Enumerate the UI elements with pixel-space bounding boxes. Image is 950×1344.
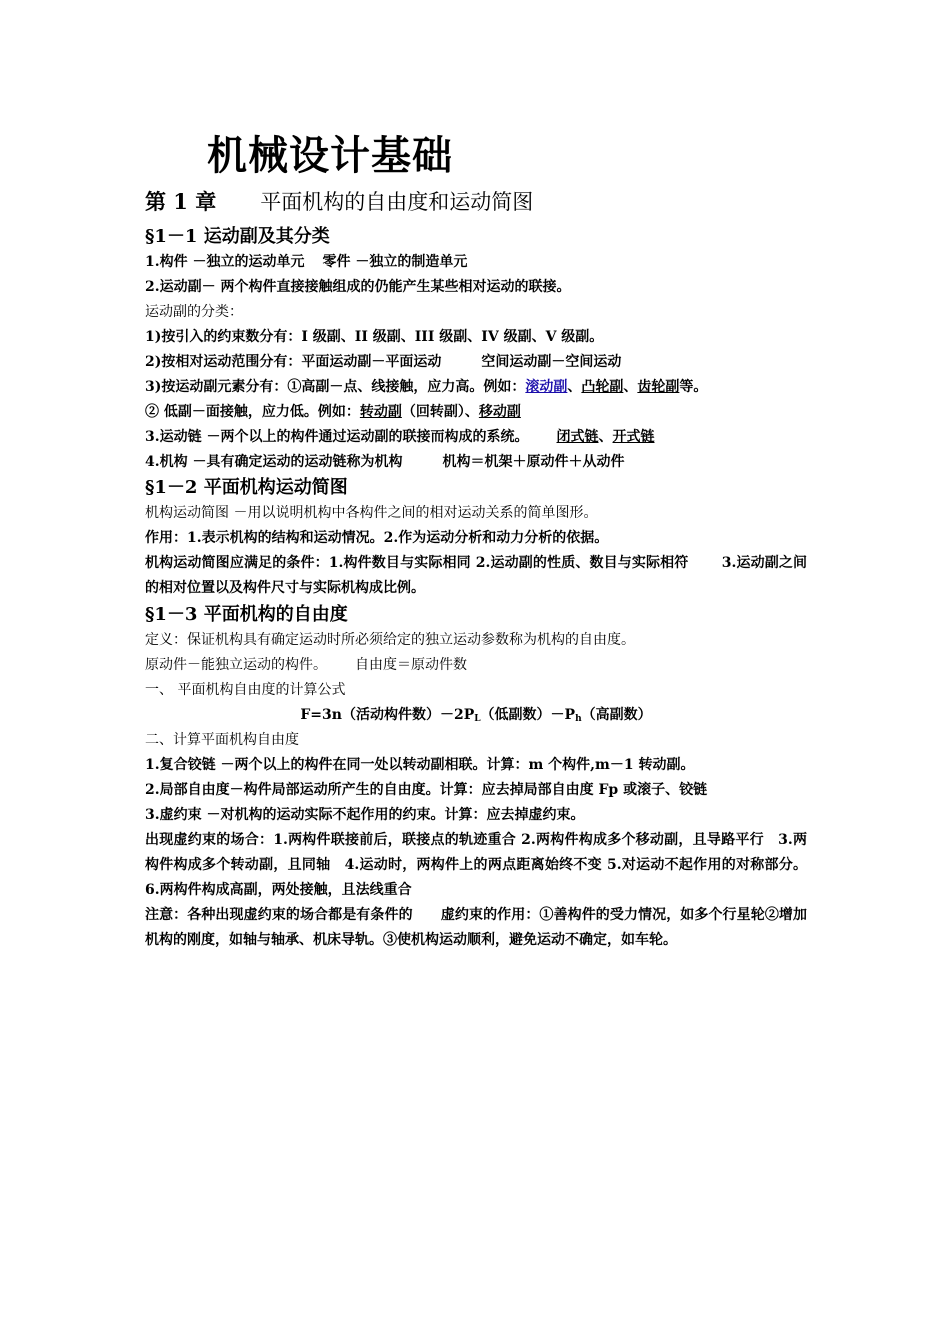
formula-part: （低副数）－P <box>480 707 576 723</box>
text-span: 、 <box>623 379 638 395</box>
text-line: 定义：保证机构具有确定运动时所必须给定的独立运动参数称为机构的自由度。 <box>145 632 635 648</box>
text-line <box>145 375 807 400</box>
text-span: 机构＝机架＋原动件＋从动件 <box>442 454 625 470</box>
chapter-number: 第 1 章 <box>145 189 217 214</box>
text-paragraph: 出现虚约束的场合：1.两构件联接前后，联接点的轨迹重合 2.两构件构成多个移动副，且导路平行 3.两构件构成多个转动副，且同轴 4.运动时，两构件上的两点距离始终不变 5.对运动不起作用的对称部分。6.两构件构成高副，两处接触，且法线重合 <box>145 832 807 898</box>
text-span: 2)按相对运动范围分有：平面运动副－平面运动 <box>145 354 442 370</box>
text-line: 1)按引入的约束数分有：I 级副、II 级副、III 级副、IV 级副、V 级副。 <box>145 329 604 345</box>
document-title: 机械设计基础 <box>207 132 453 179</box>
text-line <box>145 250 807 275</box>
text-line <box>145 425 807 450</box>
section-heading-1-3: §1－3 平面机构的自由度 <box>145 604 348 625</box>
text-span: 、 <box>567 379 582 395</box>
text-span: 3.运动链 －两个以上的构件通过运动副的联接而构成的系统。 <box>145 429 529 445</box>
dof-formula <box>145 703 807 728</box>
text-line: 机构运动简图 －用以说明机构中各构件之间的相对运动关系的简单图形。 <box>145 505 598 521</box>
text-span: 等。 <box>679 379 708 395</box>
text-paragraph: 机构运动简图应满足的条件：1.构件数目与实际相同 2.运动副的性质、数目与实际相符 3.运动副之间的相对位置以及构件尺寸与实际机构成比例。 <box>145 555 807 596</box>
text-line <box>145 400 807 425</box>
text-line: 2.运动副－ 两个构件直接接触组成的仍能产生某些相对运动的联接。 <box>145 279 571 295</box>
underlined-term: 凸轮副 <box>581 379 624 395</box>
text-line: 一、 平面机构自由度的计算公式 <box>145 682 346 698</box>
chapter-title: 平面机构的自由度和运动简图 <box>260 190 534 214</box>
document-body <box>145 184 807 953</box>
section-heading-1-1: §1－1 运动副及其分类 <box>145 226 330 247</box>
text-line: 运动副的分类： <box>145 304 243 320</box>
text-span: ② 低副－面接触，应力低。例如： <box>145 404 360 420</box>
text-line <box>145 450 807 475</box>
chapter-heading <box>145 184 807 220</box>
underlined-term: 开式链 <box>612 429 655 445</box>
underlined-term: 移动副 <box>478 404 521 420</box>
section-heading-1-2: §1－2 平面机构运动简图 <box>145 477 348 498</box>
text-span: 3)按运动副元素分有：①高副－点、线接触，应力高。例如： <box>145 379 526 395</box>
text-span: 自由度＝原动件数 <box>355 657 467 673</box>
underlined-term: 闭式链 <box>556 429 599 445</box>
formula-part: F=3n（活动构件数）－2P <box>300 707 475 723</box>
formula-subscript: L <box>474 714 481 724</box>
text-line <box>145 350 807 375</box>
text-span: 、 <box>598 429 613 445</box>
text-span: 零件 －独立的制造单元 <box>322 254 468 270</box>
text-line: 二、计算平面机构自由度 <box>145 732 299 748</box>
text-line: 2.局部自由度－构件局部运动所产生的自由度。计算：应去掉局部自由度 Fp 或滚子、铰链 <box>145 782 708 798</box>
text-line: 3.虚约束 －对机构的运动实际不起作用的约束。计算：应去掉虚约束。 <box>145 807 585 823</box>
text-line: 1.复合铰链 －两个以上的构件在同一处以转动副相联。计算：m 个构件,m－1 转动副。 <box>145 757 695 773</box>
formula-part: （高副数） <box>581 707 652 723</box>
text-span: （回转副）、 <box>401 404 479 420</box>
link-rolling-pair[interactable]: 滚动副 <box>525 379 568 395</box>
text-span: 空间运动副－空间运动 <box>481 354 622 370</box>
formula-subscript: h <box>575 714 582 724</box>
text-span: 1.构件 －独立的运动单元 <box>145 254 305 270</box>
text-line: 作用：1.表示机构的结构和运动情况。2.作为运动分析和动力分析的依据。 <box>145 530 609 546</box>
underlined-term: 齿轮副 <box>637 379 680 395</box>
text-span: 原动件－能独立运动的构件。 <box>145 657 327 673</box>
text-paragraph: 注意：各种出现虚约束的场合都是有条件的 虚约束的作用：①善构件的受力情况，如多个行星轮②增加机构的刚度，如轴与轴承、机床导轨。③使机构运动顺利，避免运动不确定，如车轮。 <box>145 907 807 948</box>
text-span: 4.机构 －具有确定运动的运动链称为机构 <box>145 454 403 470</box>
underlined-term: 转动副 <box>359 404 402 420</box>
text-line <box>145 653 807 678</box>
